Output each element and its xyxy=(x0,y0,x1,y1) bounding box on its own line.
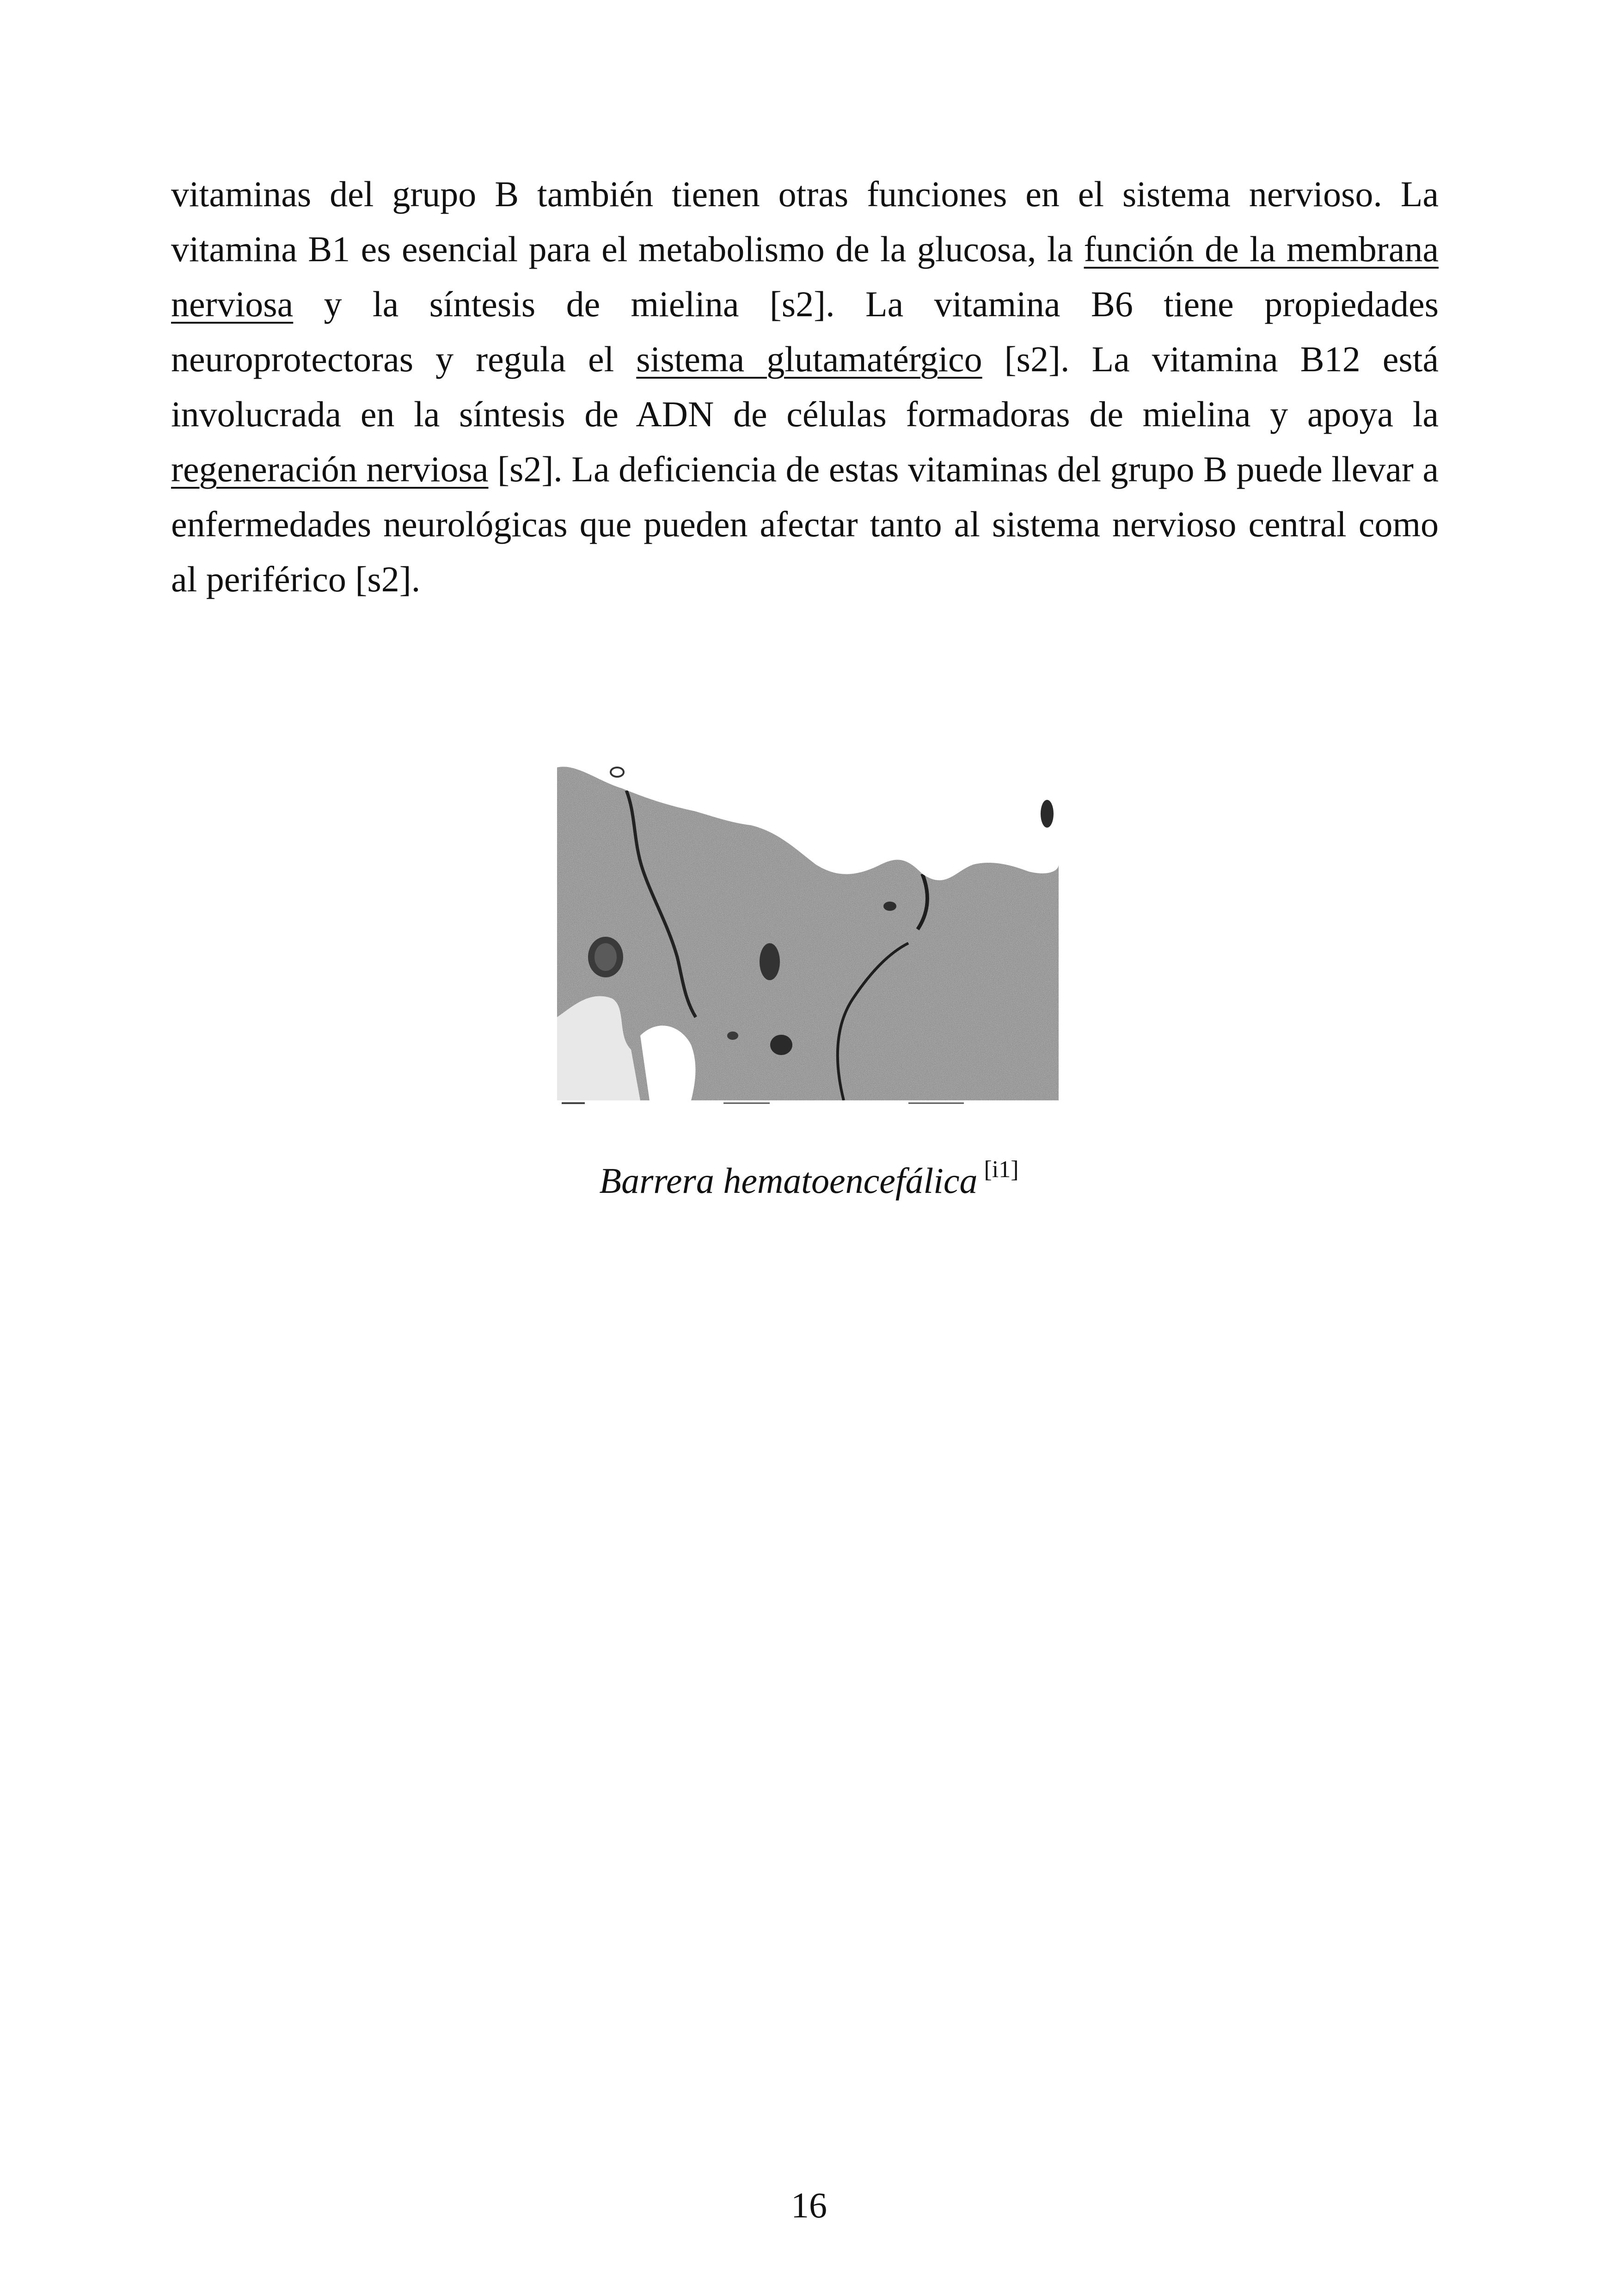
body-paragraph xyxy=(171,166,1439,607)
image-reference: [i1] xyxy=(984,1156,1019,1183)
micrograph-image xyxy=(557,712,1059,1110)
figure-caption xyxy=(0,1156,1618,1202)
link-regeneracion-nerviosa[interactable]: regeneración nerviosa xyxy=(171,449,489,489)
page-number: 16 xyxy=(791,2185,827,2225)
paragraph-text-3: [s2]. La vitamina B12 está involucrada en la síntesis de ADN de células formadoras de mielina y apoya la xyxy=(171,339,1439,434)
paragraph-text-4: [s2]. La deficiencia de estas vitaminas del grupo B puede llevar a enfermedades neurológicas que pueden afectar tanto al sistema nervioso central como al periférico [s2]. xyxy=(171,449,1439,599)
link-sistema-glutamatergico[interactable]: sistema glutamatérgico xyxy=(636,339,982,379)
paragraph-text-1: vitaminas del grupo B también tienen otras funciones en el sistema nervioso. La vitamina B1 es esencial para el metabolismo de la glucosa, la xyxy=(171,174,1439,269)
caption-text: Barrera hematoencefálica xyxy=(599,1160,978,1201)
paragraph-text-2: y la síntesis de mielina [s2]. La vitamina B6 tiene propiedades neuroprotectoras y regula el xyxy=(171,284,1439,379)
link-membrana-nerviosa[interactable]: función de la membrana nerviosa xyxy=(171,229,1439,324)
